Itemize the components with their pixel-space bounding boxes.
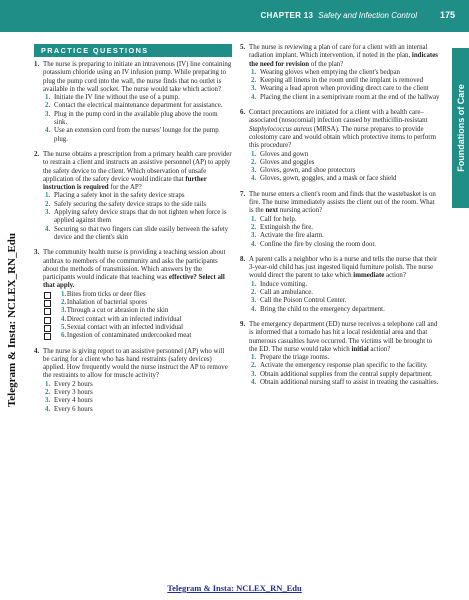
- checkbox[interactable]: [44, 317, 51, 324]
- checkbox-option[interactable]: 6. Ingestion of contaminated undercooked meat: [43, 332, 232, 340]
- question-stem: The nurse is reviewing a plan of care for a client with an internal radiation implant. Which intervention, if noted in the plan, indicates the need for revision of the plan?: [249, 44, 438, 68]
- checkbox[interactable]: [44, 308, 51, 315]
- answer-option[interactable]: 2. Safely securing the safety device straps to the side rails: [45, 200, 207, 208]
- question-9: [240, 321, 440, 387]
- question-number: 9.: [240, 320, 246, 328]
- question-1: [34, 61, 232, 144]
- answer-option[interactable]: 4. Placing the client in a semiprivate room at the end of the hallway: [251, 93, 440, 101]
- answer-option[interactable]: 1. Call for help.: [251, 215, 297, 223]
- chapter-title: Safety and Infection Control: [318, 11, 417, 20]
- answer-option[interactable]: 3. Obtain additional supplies from the central supply department.: [251, 370, 433, 378]
- question-number: 2.: [34, 150, 40, 158]
- question-number: 4.: [34, 347, 40, 355]
- question-8: [240, 256, 440, 314]
- question-2: [34, 151, 232, 242]
- left-column: [34, 61, 232, 421]
- answer-option[interactable]: 1. Prepare the triage rooms.: [251, 354, 330, 362]
- checkbox[interactable]: [44, 325, 51, 332]
- answer-option[interactable]: 2. Every 3 hours: [45, 388, 93, 396]
- question-5: [240, 44, 440, 102]
- question-6: [240, 109, 440, 184]
- chapter-label: CHAPTER 13: [260, 11, 314, 20]
- watermark-text: Telegram & Insta: NCLEX_RN_Edu: [6, 232, 18, 408]
- question-7: [240, 191, 440, 249]
- answer-option[interactable]: 1. Initiate the IV line without the use of a pump.: [45, 94, 180, 102]
- answer-option[interactable]: 2. Extinguish the fire.: [251, 223, 314, 231]
- answer-option[interactable]: 4. Confine the fire by closing the room door.: [251, 240, 376, 248]
- question-4: [34, 348, 232, 414]
- answer-option[interactable]: 4. Obtain additional nursing staff to assist in treating the casualties.: [251, 378, 439, 386]
- running-head: [260, 11, 417, 20]
- section-title: PRACTICE QUESTIONS: [41, 46, 149, 55]
- page-number: 175: [439, 10, 455, 20]
- question-stem: Contact precautions are initiated for a client with a health care–associated (nosocomial) infection caused by methicillin-resistant Staphylococcus aureus (MRSA). The nurse prepares to provide colostomy care and would obtain which protective items to perform this procedure?: [249, 109, 436, 150]
- answer-option[interactable]: 2. Keeping all linens in the room until the implant is removed: [251, 77, 424, 85]
- answer-option[interactable]: 3. Applying safety device straps that do not tighten when force is applied against them: [45, 209, 227, 225]
- answer-option[interactable]: 2. Call an ambulance.: [251, 289, 313, 297]
- answer-option[interactable]: 3. Every 4 hours: [45, 397, 93, 405]
- answer-option[interactable]: 4. Bring the child to the emergency department.: [251, 305, 385, 313]
- checkbox-option[interactable]: 1. Bites from ticks or deer flies: [43, 291, 232, 299]
- answer-option[interactable]: 1. Placing a safety knot in the safety device straps: [45, 192, 185, 200]
- answer-option[interactable]: 4. Gloves, gown, goggles, and a mask or face shield: [251, 175, 397, 183]
- answer-option[interactable]: 3. Call the Poison Control Center.: [251, 297, 347, 305]
- question-stem: The nurse obtains a prescription from a primary health care provider to restrain a client and instructs an assistive personnel (AP) to apply the safety device to the client. Which observation of unsafe application of the safety device would indicate that further instruction is required for the AP?: [43, 150, 232, 192]
- question-stem: The community health nurse is providing a teaching session about anthrax to members of the community and asks the participants about the methods of transmission. Which answers by the participants would indicate that teaching was effective? Select all that apply.: [43, 249, 226, 290]
- answer-option[interactable]: 2. Gloves and goggles: [251, 158, 315, 166]
- checkbox-option[interactable]: 3. Through a cut or abrasion in the skin: [43, 307, 232, 315]
- side-tab-label: Foundations of Care: [455, 84, 466, 172]
- answer-option[interactable]: 1. Every 2 hours: [45, 380, 93, 388]
- answer-option[interactable]: 4. Every 6 hours: [45, 405, 93, 413]
- checkbox[interactable]: [44, 333, 51, 340]
- answer-option[interactable]: 2. Contact the electrical maintenance department for assistance.: [45, 102, 223, 110]
- question-number: 1.: [34, 61, 40, 68]
- checkbox[interactable]: [44, 300, 51, 307]
- question-3: [34, 249, 232, 340]
- question-stem: The nurse enters a client's room and finds that the wastebasket is on fire. The nurse immediately assists the client out of the room. What is the next nursing action?: [249, 190, 436, 215]
- question-number: 8.: [240, 255, 246, 263]
- question-number: 3.: [34, 249, 40, 257]
- answer-option[interactable]: 1. Induce vomiting.: [251, 280, 308, 288]
- question-stem: The nurse is preparing to initiate an intravenous (IV) line containing potassium chloride using an IV infusion pump. While preparing to plug the pump cord into the wall, the nurse finds that no outlet is available in the wall socket. The nurse would take which action?: [43, 61, 232, 93]
- answer-option[interactable]: 3. Gloves, gown, and shoe protectors: [251, 167, 356, 175]
- question-stem: The emergency department (ED) nurse receives a telephone call and is informed that a tornado has hit a local residential area and that numerous casualties have occurred. The victims will be brought to the ED. The nurse would take which initial action?: [249, 320, 438, 353]
- section-side-tab: [452, 48, 469, 208]
- answer-option[interactable]: 3. Plug in the pump cord in the available plug above the room sink.: [45, 110, 218, 127]
- answer-option[interactable]: 4. Securing so that two fingers can slide easily between the safety device and the client's skin: [45, 225, 229, 241]
- answer-option[interactable]: 3. Activate the fire alarm.: [251, 232, 324, 240]
- checkbox-option[interactable]: 2. Inhalation of bacterial spores: [43, 299, 232, 307]
- checkbox[interactable]: [44, 292, 51, 299]
- question-number: 5.: [240, 44, 246, 51]
- question-stem: The nurse is giving report to an assistive personnel (AP) who will be caring for a client who has hand restraints (safety devices) applied. How frequently would the nurse instruct the AP to remove the restraints to allow for muscle activity?: [43, 347, 228, 380]
- right-column: [240, 44, 440, 394]
- checkbox-option[interactable]: 4. Direct contact with an infected individual: [43, 316, 232, 324]
- question-stem: A parent calls a neighbor who is a nurse and tells the nurse that their 3-year-old child has just ingested liquid furniture polish. The nurse would direct the parent to take which immediate action?: [249, 255, 438, 280]
- footer-link[interactable]: Telegram & Insta: NCLEX_RN_Edu: [167, 583, 302, 593]
- question-number: 6.: [240, 109, 246, 117]
- answer-option[interactable]: 1. Wearing gloves when emptying the client's bedpan: [251, 68, 400, 76]
- question-number: 7.: [240, 190, 246, 198]
- watermark: [4, 210, 20, 430]
- page-header: [0, 0, 469, 32]
- answer-option[interactable]: 4. Use an extension cord from the nurses' lounge for the pump plug.: [45, 127, 219, 143]
- answer-option[interactable]: 2. Activate the emergency response plan specific to the facility.: [251, 362, 428, 370]
- answer-option[interactable]: 3. Wearing a lead apron when providing direct care to the client: [251, 85, 429, 93]
- answer-option[interactable]: 1. Gloves and gown: [251, 150, 309, 158]
- checkbox-option[interactable]: 5. Sexual contact with an infected individual: [43, 324, 232, 332]
- section-title-bar: [34, 44, 232, 57]
